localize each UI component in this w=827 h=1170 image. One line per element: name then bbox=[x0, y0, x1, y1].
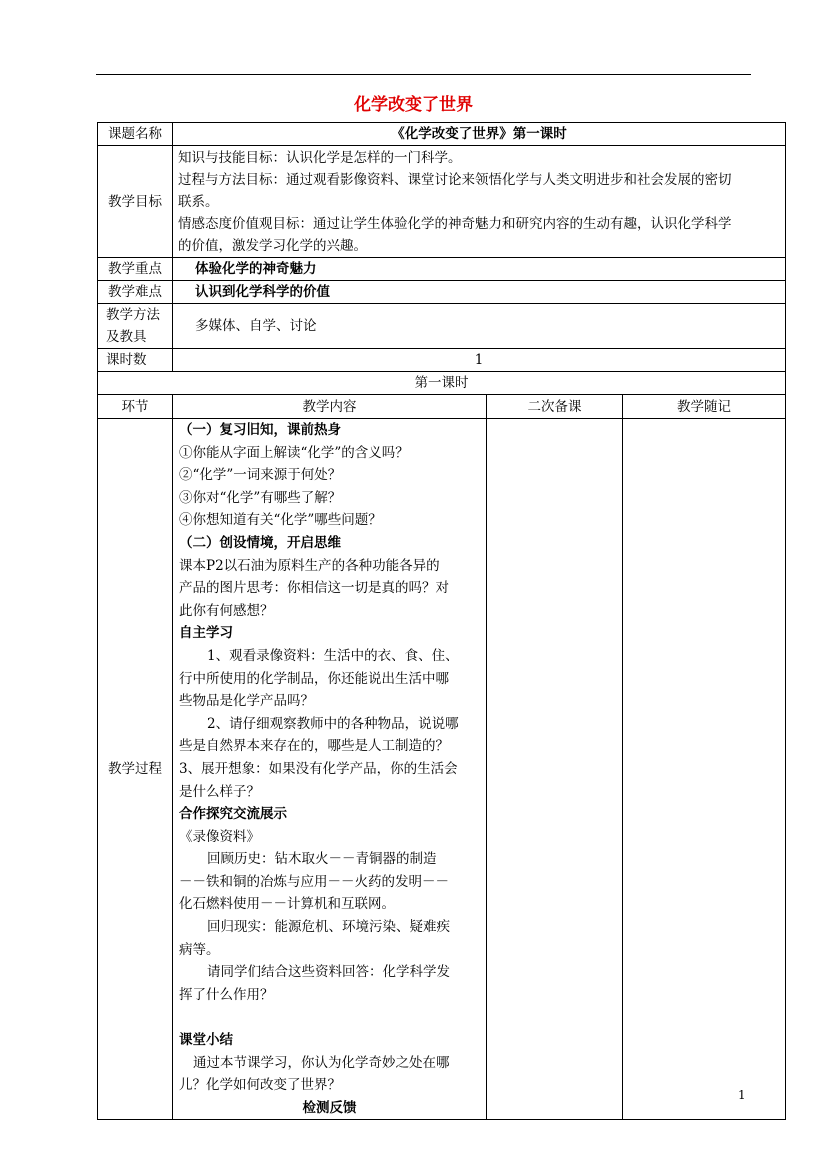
key-point-value: 体验化学的神奇魅力 bbox=[173, 258, 786, 281]
objective-line: 情感态度价值观目标：通过让学生体验化学的神奇魅力和研究内容的生动有趣，认识化学科学 bbox=[178, 216, 732, 232]
process-line: 病等。 bbox=[179, 941, 220, 958]
process-heading: （一）复习旧知，课前热身 bbox=[179, 422, 341, 438]
process-line: 产品的图片思考：你相信这一切是真的吗？对 bbox=[179, 580, 449, 597]
lesson-plan-table bbox=[97, 122, 786, 1120]
objective-line: 知识与技能目标：认识化学是怎样的一门科学。 bbox=[178, 150, 462, 166]
process-line: 化石燃料使用－－计算机和互联网。 bbox=[179, 896, 395, 913]
process-line: 《录像资料》 bbox=[179, 828, 260, 845]
col-notes-header: 教学随记 bbox=[623, 395, 786, 419]
process-heading: 自主学习 bbox=[179, 625, 233, 642]
process-line: 回归现实：能源危机、环境污染、疑难疾 bbox=[207, 919, 450, 936]
key-point-row bbox=[98, 258, 786, 281]
process-line: 此你有何感想？ bbox=[179, 602, 274, 619]
process-line: 3、展开想象：如果没有化学产品，你的生活会 bbox=[179, 760, 458, 777]
process-line: 1、观看录像资料：生活中的衣、食、住、 bbox=[207, 647, 459, 664]
key-point-label: 教学重点 bbox=[98, 258, 173, 281]
column-header-row bbox=[98, 395, 786, 419]
hours-row bbox=[98, 349, 786, 372]
difficulty-value: 认识到化学科学的价值 bbox=[173, 281, 786, 304]
process-line: ②“化学”一词来源于何处？ bbox=[179, 467, 342, 484]
process-line: 行中所使用的化学制品，你还能说出生活中哪 bbox=[179, 670, 449, 687]
subject-value: 《化学改变了世界》第一课时 bbox=[173, 123, 786, 146]
objective-line: 过程与方法目标：通过观看影像资料、课堂讨论来领悟化学与人类文明进步和社会发展的密切 bbox=[178, 172, 732, 188]
col-section-header: 环节 bbox=[98, 395, 173, 419]
lesson-row bbox=[98, 372, 786, 395]
process-line: 回顾历史：钻木取火－－青铜器的制造 bbox=[207, 851, 437, 868]
objectives-label: 教学目标 bbox=[98, 146, 173, 258]
col-prep-header: 二次备课 bbox=[487, 395, 623, 419]
process-line: 儿？化学如何改变了世界？ bbox=[179, 1077, 341, 1094]
process-line: 些物品是化学产品吗？ bbox=[179, 693, 314, 710]
process-label: 教学过程 bbox=[98, 419, 173, 1120]
methods-label bbox=[98, 304, 173, 349]
process-line: 2、请仔细观察教师中的各种物品，说说哪 bbox=[207, 715, 459, 732]
objectives-row bbox=[98, 146, 786, 258]
process-line: ①你能从字面上解读“化学”的含义吗？ bbox=[179, 444, 409, 461]
header-rule bbox=[96, 74, 751, 75]
subject-label: 课题名称 bbox=[98, 123, 173, 146]
process-prep-cell bbox=[487, 419, 623, 1120]
lesson-label: 第一课时 bbox=[98, 372, 786, 395]
hours-value: 1 bbox=[173, 349, 786, 372]
difficulty-label: 教学难点 bbox=[98, 281, 173, 304]
process-notes-cell bbox=[623, 419, 786, 1120]
process-heading: 检测反馈 bbox=[302, 1099, 357, 1116]
methods-value: 多媒体、自学、讨论 bbox=[173, 304, 786, 349]
process-line: 挥了什么作用？ bbox=[179, 986, 274, 1003]
page-title: 化学改变了世界 bbox=[354, 95, 473, 115]
process-row bbox=[98, 419, 786, 1120]
process-heading: 合作探究交流展示 bbox=[179, 806, 287, 823]
methods-label-line: 及教具 bbox=[106, 329, 147, 345]
process-line: －－铁和铜的冶炼与应用－－火药的发明－－ bbox=[179, 873, 449, 890]
process-content bbox=[173, 419, 487, 1120]
process-heading: 课堂小结 bbox=[179, 1032, 233, 1049]
process-line: 是什么样子？ bbox=[179, 783, 260, 800]
objectives-content bbox=[173, 146, 786, 258]
methods-row bbox=[98, 304, 786, 349]
process-line: ④你想知道有关“化学”哪些问题？ bbox=[179, 512, 382, 529]
process-line: 通过本节课学习，你认为化学奇妙之处在哪 bbox=[193, 1054, 450, 1071]
process-line: 些是自然界本来存在的，哪些是人工制造的？ bbox=[179, 738, 449, 755]
page-number: 1 bbox=[738, 1088, 746, 1102]
hours-label: 课时数 bbox=[98, 349, 173, 372]
objective-line: 的价值，激发学习化学的兴趣。 bbox=[178, 238, 367, 254]
col-content-header: 教学内容 bbox=[173, 395, 487, 419]
methods-label-line: 教学方法 bbox=[106, 307, 160, 323]
process-line: 课本P2以石油为原料生产的各种功能各异的 bbox=[179, 557, 440, 574]
process-heading: （二）创设情境，开启思维 bbox=[179, 534, 341, 551]
process-line bbox=[179, 1006, 480, 1029]
subject-row bbox=[98, 123, 786, 146]
process-line: 请同学们结合这些资料回答：化学科学发 bbox=[207, 964, 450, 981]
difficulty-row bbox=[98, 281, 786, 304]
process-line: ③你对“化学”有哪些了解？ bbox=[179, 489, 342, 506]
objective-line: 联系。 bbox=[178, 194, 219, 210]
